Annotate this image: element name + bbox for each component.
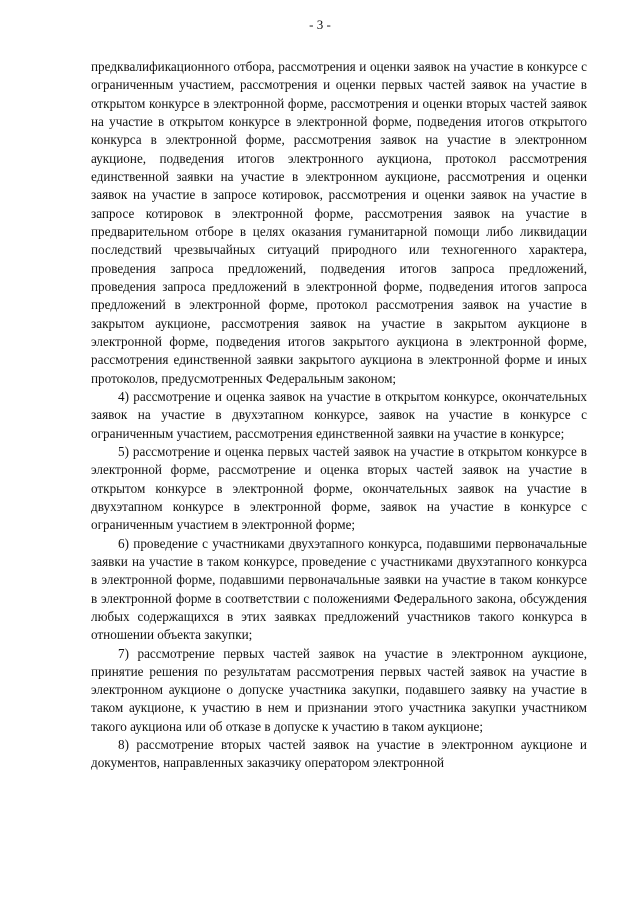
paragraph-item-6: 6) проведение с участниками двухэтапного конкурса, подавшими первоначальные заявки на участие в таком конкурсе, проведение с участниками двухэтапного конкурса в электронной форме, подавшими первоначальные заявки на участие в таком конкурсе в электронной форме в соответствии с положениями Федерального закона, обсуждения любых содержащихся в этих заявках предложений участников такого конкурса в отношении объекта закупки;	[91, 535, 587, 643]
paragraph-item-7: 7) рассмотрение первых частей заявок на участие в электронном аукционе, принятие решения по результатам рассмотрения первых частей заявок на участие в электронном аукционе о допуске участника закупки, подавшего заявку на участие в таком аукционе, к участию в нем и признании этого участника закупки участником такого аукциона или об отказе в допуске к участию в таком аукционе;	[91, 645, 587, 734]
paragraph-item-4: 4) рассмотрение и оценка заявок на участие в открытом конкурсе, окончательных заявок на участие в двухэтапном конкурсе, заявок на участие в конкурсе с ограниченным участием, рассмотрения единственной заявки на участие в конкурсе;	[91, 388, 587, 441]
page-number: - 3 -	[309, 17, 331, 32]
paragraph-item-5: 5) рассмотрение и оценка первых частей заявок на участие в открытом конкурсе в электронной форме, рассмотрение и оценка вторых частей заявок на участие в открытом конкурсе в электронной форме, окончательных заявок на участие в двухэтапном конкурсе в электронной форме, заявок на участие в конкурсе с ограниченным участием в электронной форме;	[91, 443, 587, 533]
paragraph-item-8: 8) рассмотрение вторых частей заявок на участие в электронном аукционе и документов, направленных заказчику оператором электронной	[91, 737, 587, 771]
paragraph-continuation: предквалификационного отбора, рассмотрения и оценки заявок на участие в конкурсе с ограниченным участием, рассмотрения и оценки первых частей заявок на участие в открытом конкурсе в электронной форме, рассмотрения и оценки вторых частей заявок на участие в открытом конкурсе в электронной форме, подведения итогов открытого конкурса в электронной форме, рассмотрения заявок на участие в электронном аукционе, подведения итогов электронного аукциона, протокол рассмотрения единственной заявки на участие в электронном аукционе, рассмотрения и оценки заявок на участие в запросе котировок, рассмотрения и оценки заявок на участие в запросе котировок в электронной форме, рассмотрения заявок на участие в предварительном отборе в целях оказания гуманитарной помощи либо ликвидации последствий чрезвычайных ситуаций природного или техногенного характера, проведения запроса предложений, подведения итогов запроса предложений, проведения запроса предложений в электронной форме, подведения итогов запроса предложений в электронной форме, протокол рассмотрения заявок на участие в закрытом аукционе, рассмотрения заявок на участие в закрытом аукционе в электронной форме, подведения итогов закрытого аукциона в электронной форме, рассмотрения единственной заявки закрытого аукциона в электронной форме и иных протоколов, предусмотренных Федеральным законом;	[91, 59, 587, 386]
document-body	[91, 58, 587, 773]
